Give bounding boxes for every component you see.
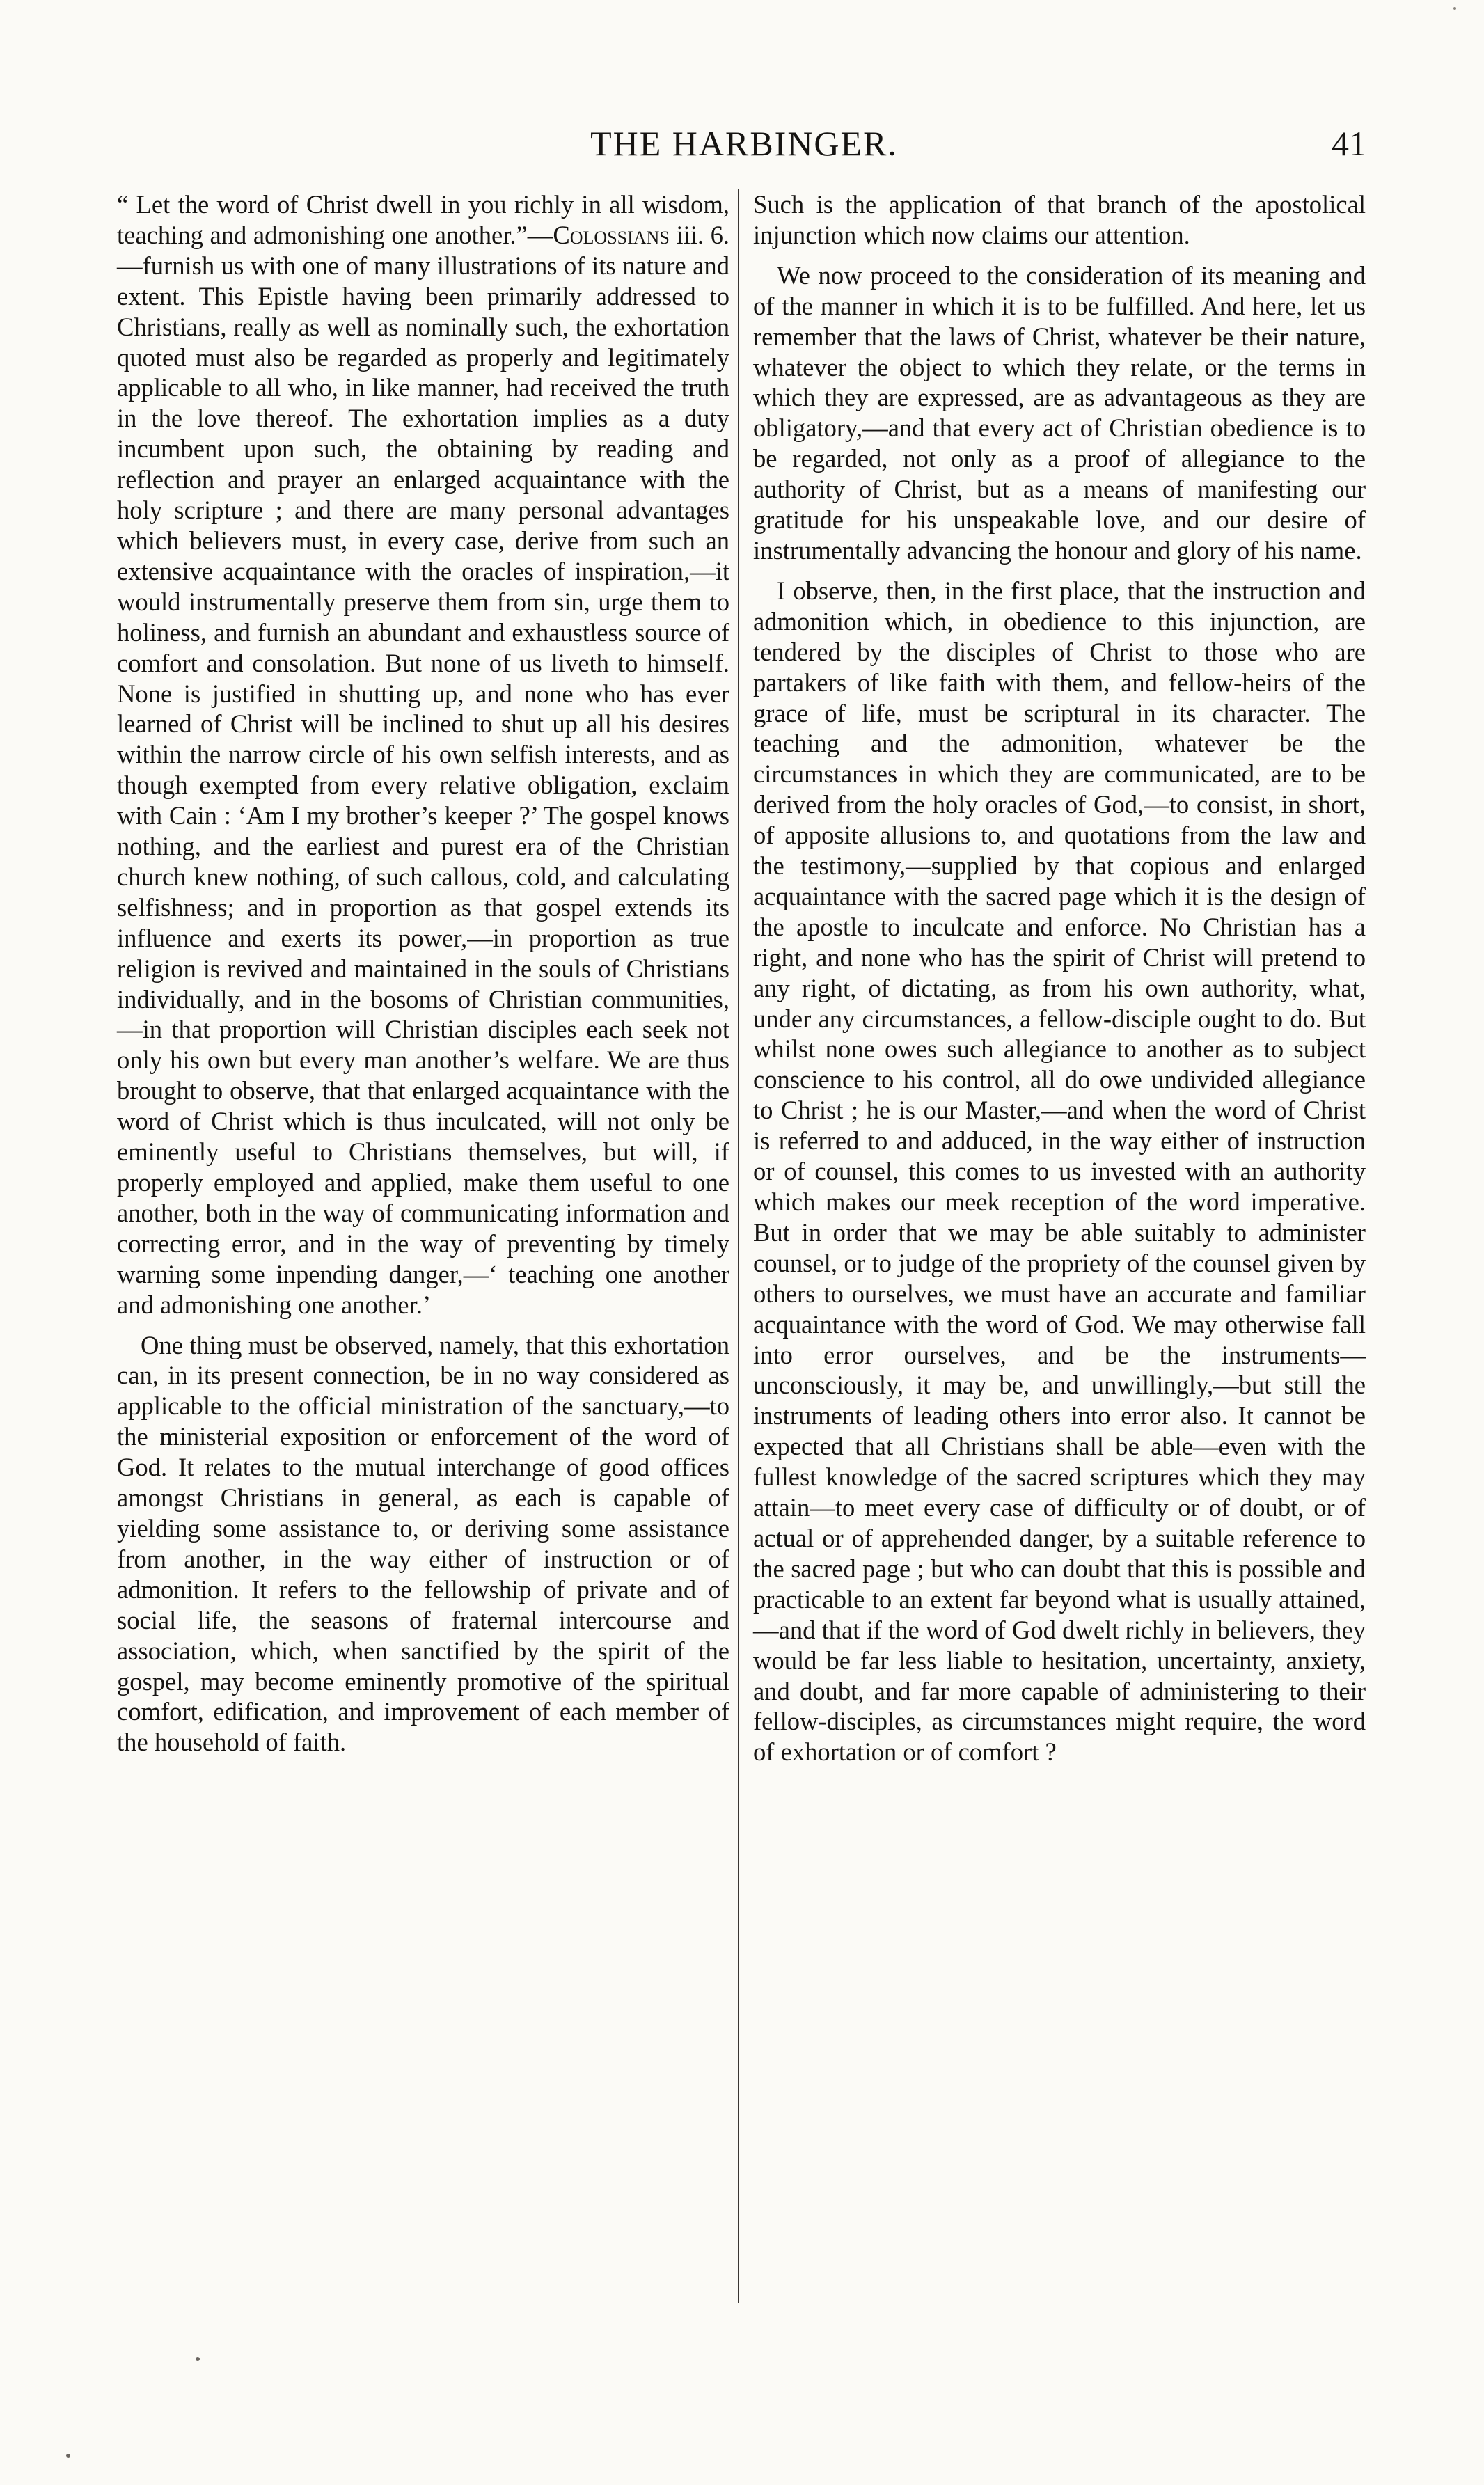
paragraph: We now proceed to the consideration of its meaning and of the manner in which it is to be fulfilled. And here, let us remember that the laws of Christ, whatever be their nature, whatever the object to which they relate, or the terms in which they are expressed, are as advantageous as they are obligatory,—and that every act of Christian obedience is to be regarded, not only as a proof of allegiance to the authority of Christ, but as a means of manifesting our gratitude for his unspeakable love, and our desire of instrumentally advancing the honour and glory of his name. — [753, 260, 1366, 565]
paragraph: I observe, then, in the first place, that the instruction and admonition which, in obedience to this injunction, are tendered by the disciples of Christ to those who are partakers of like faith with them, and fellow-heirs of the grace of life, must be scriptural in its character. The teaching and the admonition, whatever be the circumstances in which they are communicated, are to be derived from the holy oracles of God,—to consist, in short, of apposite allusions to, and quotations from the law and the testimony,—supplied by that copious and enlarged acquaintance with the sacred page which it is the design of the apostle to inculcate and enforce. No Christian has a right, and none who has the spirit of Christ will pretend to any right, of dictating, as from his own authority, what, under any circumstances, a fellow-disciple ought to do. But whilst none owes such allegiance to another as to subject conscience to his control, all do owe undivided allegiance to Christ ; he is our Master,—and when the word of Christ is referred to and adduced, in the way either of instruction or of counsel, this comes to us invested with an authority which makes our meek reception of the word imperative. But in order that we may be able suitably to administer counsel, or to judge of the propriety of the counsel given by others to ourselves, we must have an accurate and familiar acquaintance with the word of God. We may otherwise fall into error ourselves, and be the instruments—unconsciously, it may be, and unwillingly,—but still the instruments of leading others into error also. It cannot be expected that all Christians shall be able—even with the fullest knowledge of the sacred scriptures which they may attain—to meet every case of difficulty or of doubt, or of actual or of apprehended danger, by a suitable reference to the sacred page ; but who can doubt that this is possible and practicable to an extent far beyond what is usually attained,—and that if the word of God dwelt richly in believers, they would be far less liable to hesitation, uncertainty, anxiety, and doubt, and far more capable of administering to their fellow-disciples, as circumstances might require, the word of exhortation or of comfort ? — [753, 576, 1366, 1767]
paragraph: Such is the application of that branch of the apostolical injunction which now claims our attention. — [753, 190, 1366, 249]
running-title: THE HARBINGER. — [590, 124, 898, 163]
page-number: 41 — [1332, 124, 1366, 163]
paragraph-text: iii. 6.—furnish us with one of many illustrations of its nature and extent. This Epistle having been primarily addressed to Christians, really as well as nominally such, the exhortation quoted must also be regarded as properly and legitimately applicable to all who, in like manner, had received the truth in the love thereof. The exhortation implies as a duty incumbent upon such, the obtaining by reading and reflection and prayer an enlarged acquaintance with the holy scripture ; and there are many personal advantages which believers must, in every case, derive from such an extensive acquaintance with the oracles of inspiration,—it would instrumentally preserve them from sin, urge them to holiness, and furnish an abundant and exhaustless source of comfort and consolation. But none of us liveth to himself. None is justified in shutting up, and none who has ever learned of Christ will be inclined to shut up all his desires within the narrow circle of his own selfish interests, and as though exempted from every relative obligation, exclaim with Cain : ‘Am I my brother’s keeper ?’ The gospel knows nothing, and the earliest and purest era of the Christian church knew nothing, of such callous, cold, and calculating selfishness; and in proportion as that gospel extends its influence and exerts its power,—in proportion as true religion is revived and maintained in the souls of Christians individually, and in the bosoms of Christian communities,—in that proportion will Christian disciples each seek not only his own but every man another’s welfare. We are thus brought to observe, that that enlarged acquaintance with the word of Christ which is thus inculcated, will not only be eminently useful to Christians themselves, but will, if properly employed and applied, make them useful to one another, both in the way of communicating information and correcting error, and in the way of preventing by timely warning some inpending danger,—‘ teaching one another and admonishing one another.’ — [117, 220, 730, 1319]
opening-quote: “ Let the word of Christ dwell in you richly in all wisdom, teaching and admonishing one another.”— — [117, 190, 729, 249]
paragraph: One thing must be observed, namely, that this exhortation can, in its present connection, be in no way considered as applicable to the official ministration of the sanctuary,—to the ministerial exposition or enforcement of the word of God. It relates to the mutual interchange of good offices amongst Christians in general, as each is capable of yielding some assistance to, or deriving some assistance from another, in the way either of instruction or of admonition. It refers to the fellowship of private and of social life, the seasons of fraternal intercourse and association, which, when sanctified by the spirit of the gospel, may become eminently promotive of the spiritual comfort, edification, and improvement of each member of the household of faith. — [117, 1330, 729, 1757]
scripture-citation: Colossians — [553, 220, 670, 249]
